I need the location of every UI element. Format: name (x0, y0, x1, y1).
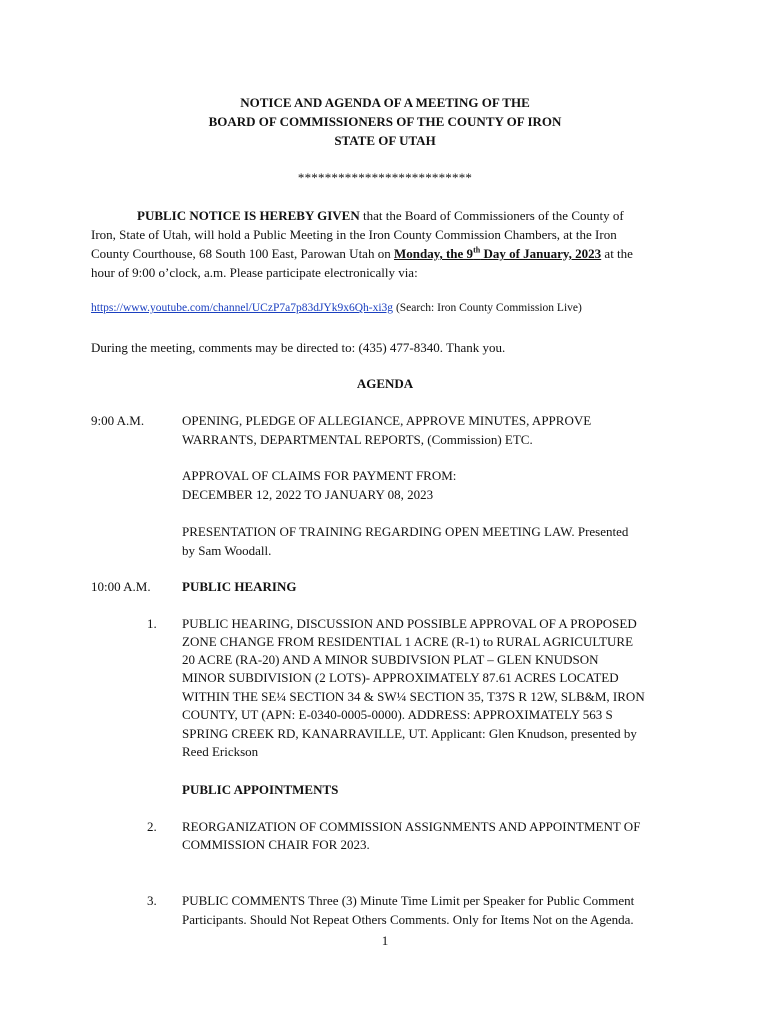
notice-line-3-post: at the (601, 246, 633, 261)
training-line-1: PRESENTATION OF TRAINING REGARDING OPEN MEETING LAW. Presented (182, 524, 629, 539)
reorg-line-1: REORGANIZATION OF COMMISSION ASSIGNMENTS AND APPOINTMENT OF (182, 819, 641, 834)
title-line-3: STATE OF UTAH (334, 133, 436, 148)
item-number-1: 1. (147, 616, 157, 631)
comments-line: During the meeting, comments may be directed to: (435) 477-8340. Thank you. (91, 340, 506, 355)
separator-stars: ************************** (297, 170, 473, 185)
notice-lead: PUBLIC NOTICE IS HEREBY GIVEN (137, 208, 360, 223)
hearing-line: Reed Erickson (182, 744, 259, 759)
page-number: 1 (381, 933, 389, 948)
notice-line-4: hour of 9:00 o’clock, a.m. Please participate electronically via: (91, 265, 418, 280)
item-number-2: 2. (147, 819, 157, 834)
reorg-line-2: COMMISSION CHAIR FOR 2023. (182, 837, 370, 852)
opening-line-1: OPENING, PLEDGE OF ALLEGIANCE, APPROVE MINUTES, APPROVE (182, 413, 592, 428)
claims-line-1: APPROVAL OF CLAIMS FOR PAYMENT FROM: (182, 468, 457, 483)
time-10am: 10:00 A.M. (91, 579, 151, 594)
public-appointments-heading: PUBLIC APPOINTMENTS (182, 782, 339, 797)
notice-line-2: Iron, State of Utah, will hold a Public Meeting in the Iron County Commission Chambers, at the Iron (91, 227, 617, 242)
meeting-date-part-b: Day of January, 2023 (480, 246, 602, 261)
hearing-line: ZONE CHANGE FROM RESIDENTIAL 1 ACRE (R-1) to RURAL AGRICULTURE (182, 634, 634, 649)
title-line-2: BOARD OF COMMISSIONERS OF THE COUNTY OF IRON (208, 114, 562, 129)
notice-line-1 (137, 207, 624, 225)
hearing-line: 20 ACRE (RA-20) AND A MINOR SUBDIVSION PLAT – GLEN KNUDSON (182, 652, 599, 667)
hearing-line: COUNTY, UT (APN: E-0340-0005-0000). ADDRESS: APPROXIMATELY 563 S (182, 707, 613, 722)
opening-line-2: WARRANTS, DEPARTMENTAL REPORTS, (Commission) ETC. (182, 432, 533, 447)
time-9am: 9:00 A.M. (91, 413, 145, 428)
hearing-line: PUBLIC HEARING, DISCUSSION AND POSSIBLE APPROVAL OF A PROPOSED (182, 616, 637, 631)
public-comments-line-1: PUBLIC COMMENTS Three (3) Minute Time Limit per Speaker for Public Comment (182, 893, 635, 908)
stream-line (91, 302, 582, 314)
meeting-date-sup: th (473, 245, 481, 255)
stream-search-note: (Search: Iron County Commission Live) (393, 302, 582, 314)
hearing-line: MINOR SUBDIVISION (2 LOTS)- APPROXIMATELY 87.61 ACRES LOCATED (182, 670, 619, 685)
claims-line-2: DECEMBER 12, 2022 TO JANUARY 08, 2023 (182, 487, 434, 502)
youtube-link[interactable]: https://www.youtube.com/channel/UCzP7a7p83dJYk9x6Qh-xi3g (91, 302, 394, 314)
agenda-heading: AGENDA (356, 376, 414, 391)
notice-line-3 (91, 245, 633, 263)
training-line-2: by Sam Woodall. (182, 543, 272, 558)
item-number-3: 3. (147, 893, 157, 908)
notice-line-1-rest: that the Board of Commissioners of the County of (359, 208, 624, 223)
meeting-date (394, 246, 601, 261)
hearing-line: SPRING CREEK RD, KANARRAVILLE, UT. Applicant: Glen Knudson, presented by (182, 726, 637, 741)
public-comments-line-2: Participants. Should Not Repeat Others Comments. Only for Items Not on the Agenda. (182, 912, 634, 927)
notice-line-3-pre: County Courthouse, 68 South 100 East, Parowan Utah on (91, 246, 394, 261)
title-line-1: NOTICE AND AGENDA OF A MEETING OF THE (240, 95, 530, 110)
public-hearing-heading: PUBLIC HEARING (182, 579, 297, 594)
hearing-line: WITHIN THE SE¼ SECTION 34 & SW¼ SECTION 35, T37S R 12W, SLB&M, IRON (182, 689, 645, 704)
meeting-date-part-a: Monday, the 9 (393, 246, 474, 261)
